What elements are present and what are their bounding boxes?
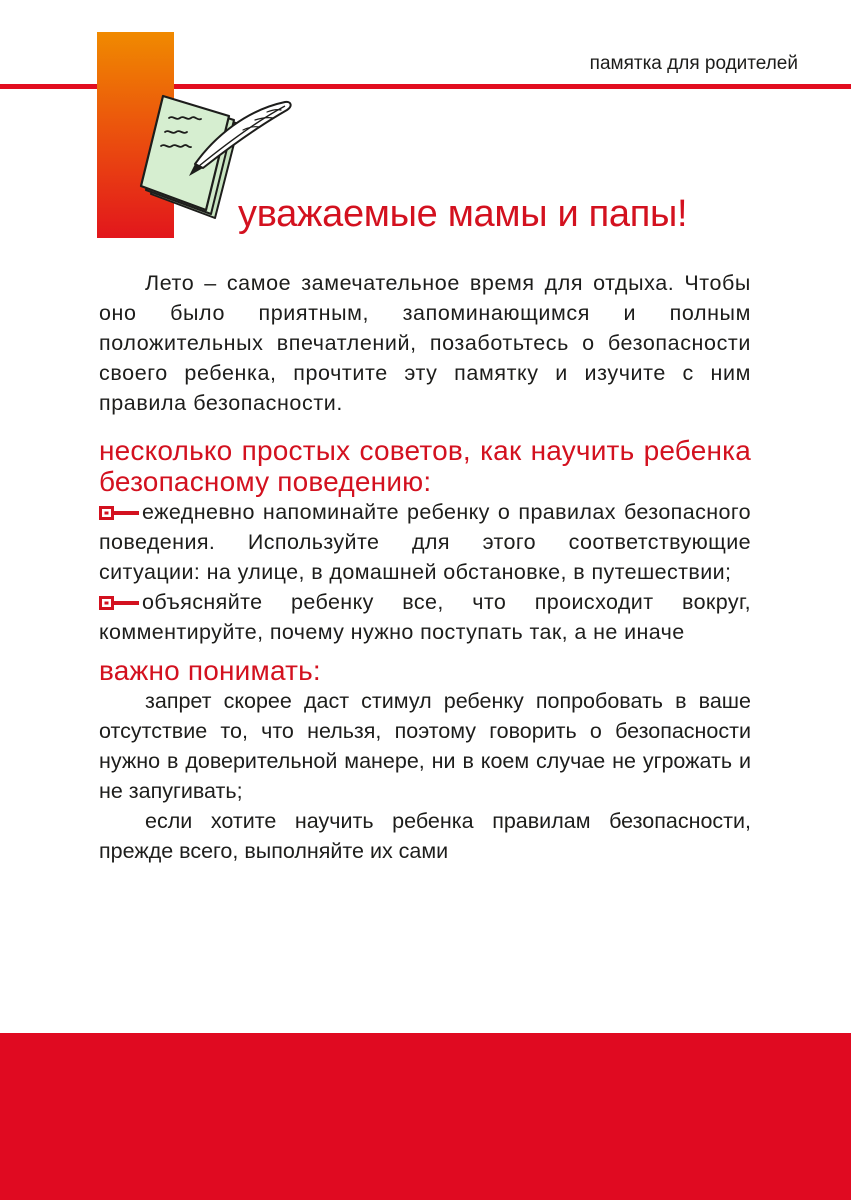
header-label: памятка для родителей xyxy=(589,53,798,74)
list-item-text: ежедневно напоминайте ребенку о правилах безопасного поведения. Используйте для этого соответствующие ситуации: на улице, в домашней обстановке, в путешествии; xyxy=(99,500,751,584)
intro-paragraph: Лето – самое замечательное время для отдыха. Чтобы оно было приятным, запоминающимся и полным положительных впечатлений, позаботьтесь о безопасности своего ребенка, прочтите эту памятку и изучите с ним правила безопасности. xyxy=(99,271,751,415)
list-item-text: объясняйте ребенку все, что происходит вокруг, комментируйте, почему нужно поступать так, а не иначе xyxy=(99,590,751,644)
list-item xyxy=(99,587,751,647)
page-title: уважаемые мамы и папы! xyxy=(238,193,688,235)
bullet-marker-icon xyxy=(99,506,139,520)
bullet-marker-icon xyxy=(99,596,139,610)
important-heading: важно понимать: xyxy=(99,655,321,686)
list-item xyxy=(99,497,751,587)
memo-body xyxy=(99,268,751,866)
important-paragraph: если хотите научить ребенка правилам безопасности, прежде всего, выполняйте их сами xyxy=(99,809,751,863)
tips-heading: несколько простых советов, как научить ребенка безопасному поведению: xyxy=(99,435,751,497)
footer-band xyxy=(0,1033,851,1200)
important-paragraph: запрет скорее даст стимул ребенку попробовать в ваше отсутствие то, что нельзя, поэтому говорить о безопасности нужно в доверительной манере, ни в коем случае не угрожать и не запугивать; xyxy=(99,689,751,803)
